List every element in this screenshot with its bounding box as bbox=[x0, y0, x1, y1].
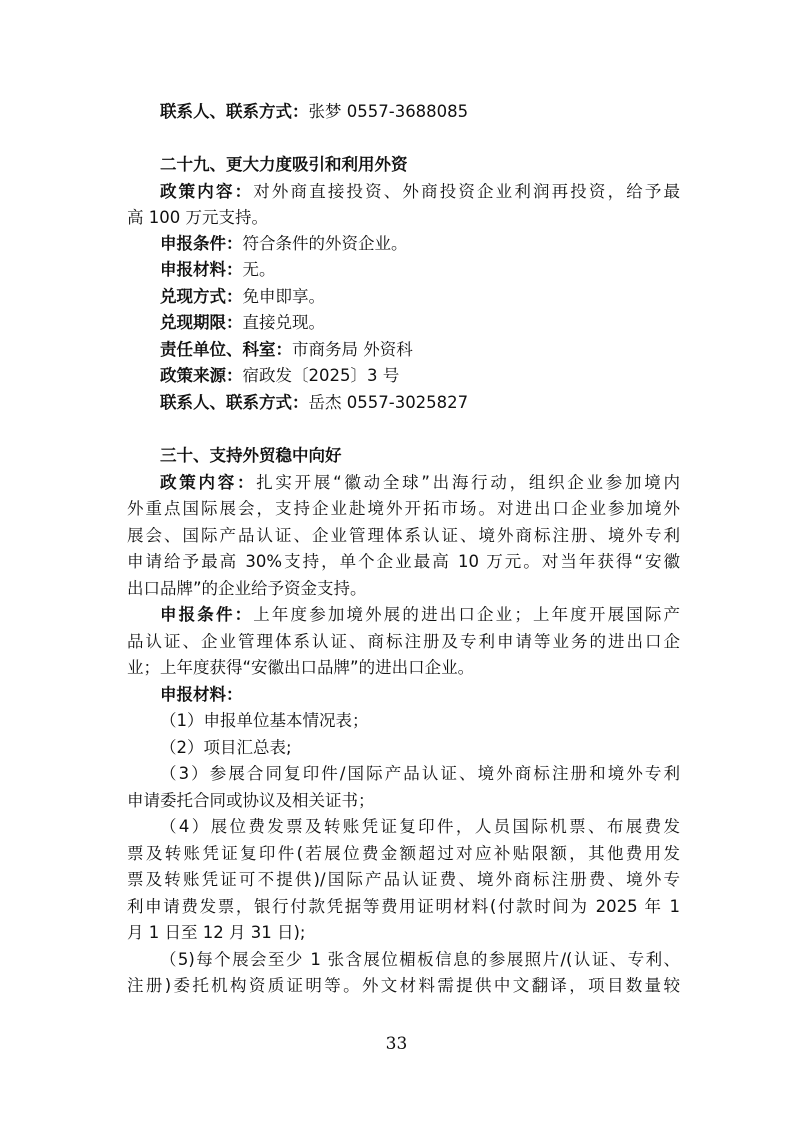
s29-materials-line bbox=[160, 258, 680, 282]
s30-conditions-line3: 业；上年度获得“安徽出口品牌”的进出口企业。 bbox=[127, 658, 475, 677]
material-item-1: （1）申报单位基本情况表； bbox=[160, 711, 369, 730]
label: 申报材料： bbox=[160, 260, 243, 279]
s29-period-line bbox=[160, 311, 680, 335]
s29-source-line bbox=[160, 364, 680, 388]
label: 联系人、联系方式： bbox=[160, 393, 309, 412]
value: 直接兑现。 bbox=[242, 313, 325, 332]
s30-content-line1 bbox=[160, 471, 680, 495]
label: 政策内容： bbox=[160, 182, 254, 201]
value: 符合条件的外资企业。 bbox=[242, 234, 408, 253]
page-number: 33 bbox=[385, 1034, 408, 1054]
section-29-heading: 二十九、更大力度吸引和利用外资 bbox=[160, 155, 408, 174]
s30-content-line3: 展会、国际产品认证、企业管理体系认证、境外商标注册、境外专利 bbox=[127, 526, 680, 545]
material-item-2: （2）项目汇总表; bbox=[160, 738, 292, 757]
material-item-4-line3: 票及转账凭证可不提供)/国际产品认证费、境外商标注册费、境外专 bbox=[127, 870, 680, 889]
label: 联系人、联系方式： bbox=[160, 102, 309, 121]
s30-conditions-line1 bbox=[160, 603, 680, 627]
label: 责任单位、科室： bbox=[160, 340, 292, 359]
s29-content-line2: 高 100 万元支持。 bbox=[127, 208, 268, 227]
s29-conditions-line bbox=[160, 232, 680, 256]
label: 申报条件： bbox=[160, 234, 243, 253]
s29-contact-line bbox=[160, 391, 680, 415]
material-item-4-line1: （4）展位费发票及转账凭证复印件，人员国际机票、布展费发 bbox=[160, 817, 680, 836]
s30-materials-label: 申报材料： bbox=[160, 685, 243, 704]
s30-content-line4: 申请给予最高 30%支持，单个企业最高 10 万元。对当年获得“安徽 bbox=[127, 552, 680, 571]
value: 岳杰 0557-3025827 bbox=[308, 393, 469, 412]
section-30-heading: 三十、支持外贸稳中向好 bbox=[160, 446, 342, 465]
s30-conditions-line2: 品认证、企业管理体系认证、商标注册及专利申请等业务的进出口企 bbox=[127, 632, 680, 651]
value: 上年度参加境外展的进出口企业；上年度开展国际产 bbox=[253, 605, 680, 624]
s29-unit-line bbox=[160, 338, 680, 362]
label: 政策内容： bbox=[160, 473, 257, 492]
s30-content-line2: 外重点国际展会，支持企业赴境外开拓市场。对进出口企业参加境外 bbox=[127, 499, 680, 518]
value: 张梦 0557-3688085 bbox=[308, 102, 469, 121]
s29-method-line bbox=[160, 285, 680, 309]
value: 扎实开展“徽动全球”出海行动，组织企业参加境内 bbox=[256, 473, 680, 492]
value: 市商务局 外资科 bbox=[292, 340, 413, 359]
material-item-4-line2: 票及转账凭证复印件(若展位费金额超过对应补贴限额，其他费用发 bbox=[127, 844, 680, 863]
value: 免申即享。 bbox=[242, 287, 325, 306]
label: 兑现期限： bbox=[160, 313, 243, 332]
s29-content-line1 bbox=[160, 180, 680, 204]
label: 申报条件： bbox=[160, 605, 254, 624]
material-item-4-line4: 利申请费发票，银行付款凭据等费用证明材料(付款时间为 2025 年 1 bbox=[127, 897, 680, 916]
label: 兑现方式： bbox=[160, 287, 243, 306]
label: 政策来源： bbox=[160, 366, 243, 385]
s28-contact-line bbox=[160, 100, 680, 124]
material-item-5-line1: （5)每个展会至少 1 张含展位楣板信息的参展照片/(认证、专利、 bbox=[160, 950, 680, 969]
value: 无。 bbox=[242, 260, 276, 279]
material-item-3-line1: （3）参展合同复印件/国际产品认证、境外商标注册和境外专利 bbox=[160, 764, 680, 783]
material-item-5-line2: 注册)委托机构资质证明等。外文材料需提供中文翻译，项目数量较 bbox=[127, 976, 680, 995]
value: 宿政发〔2025〕3 号 bbox=[242, 366, 400, 385]
material-item-3-line2: 申请委托合同或协议及相关证书； bbox=[127, 791, 375, 810]
material-item-4-line5: 月 1 日至 12 月 31 日); bbox=[127, 923, 306, 942]
value: 对外商直接投资、外商投资企业利润再投资，给予最 bbox=[253, 182, 680, 201]
s30-content-line5: 出口品牌”的企业给予资金支持。 bbox=[127, 579, 367, 598]
